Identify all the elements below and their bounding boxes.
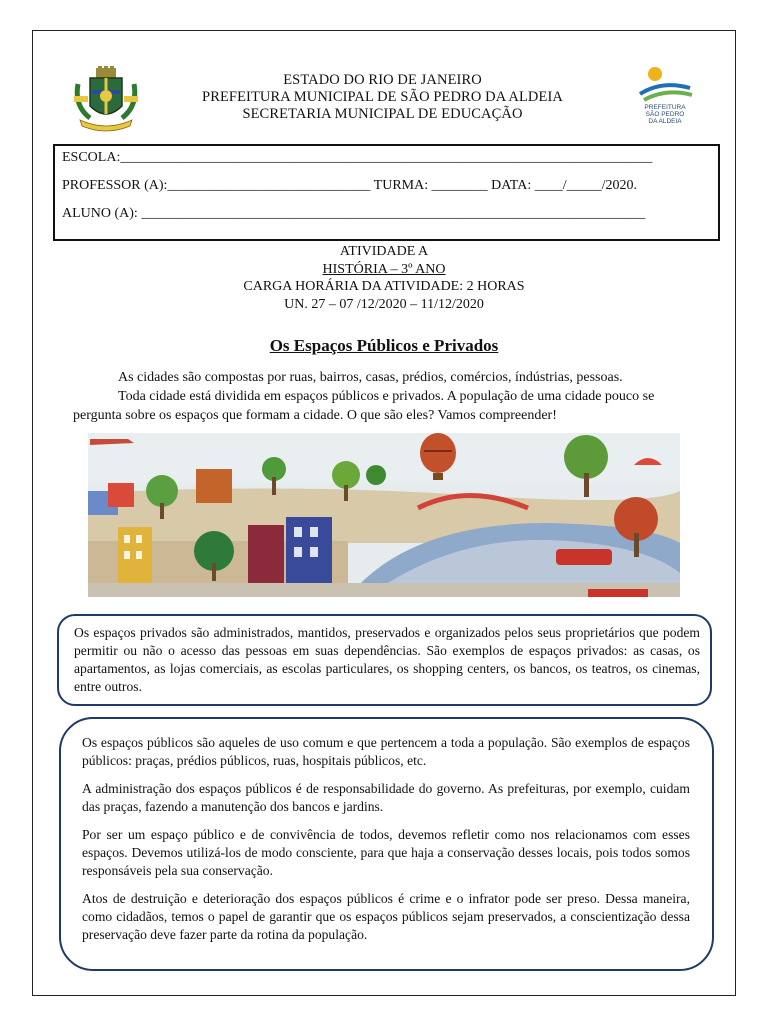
document-header xyxy=(160,72,605,123)
city-illustration xyxy=(88,433,680,597)
coat-of-arms-logo xyxy=(72,66,140,132)
teacher-class-date-field[interactable]: PROFESSOR (A):_____________________________ TURMA: ________ DATA: ____/_____/2020. xyxy=(62,178,637,193)
header-prefecture: PREFEITURA MUNICIPAL DE SÃO PEDRO DA ALDEIA xyxy=(202,89,563,105)
public-paragraph: Atos de destruição e deterioração dos espaços públicos é crime e o infrator pode ser preso. Dessa maneira, como cidadãos, temos o papel de garantir que os espaços públicos sejam preservados, a conscientização dessa preservação deve fazer parte da rotina da população. xyxy=(82,891,690,942)
subject-grade: HISTÓRIA – 3º ANO xyxy=(322,261,446,277)
school-field[interactable]: ESCOLA:____________________________________________________________________________ xyxy=(62,150,653,165)
header-state: ESTADO DO RIO DE JANEIRO xyxy=(283,72,482,88)
prefeitura-logo xyxy=(622,62,708,132)
intro-text xyxy=(73,368,699,425)
logo-text-line: DA ALDEIA xyxy=(648,118,682,125)
public-spaces-text xyxy=(82,734,690,954)
private-spaces-text: Os espaços privados são administrados, mantidos, preservados e organizados pelos seus proprietários que podem permitir ou não o acesso das pessoas em suas dependências. São exemplos de espaços privados: as casas, os apartamentos, as lojas comerciais, as escolas particulares, os shopping centers, os bancos, os teatros, os cinemas, entre outros. xyxy=(74,625,700,694)
public-paragraph: Por ser um espaço público e de convivência de todos, devemos refletir como nos relacionamos com esses espaços. Devemos utilizá-los de modo consciente, para que haja a conservação desses locais, pois todos somos responsáveis pela sua conservação. xyxy=(82,827,690,878)
public-paragraph: A administração dos espaços públicos é de responsabilidade do governo. As prefeituras, por exemplo, cuidam das praças, fazendo a manutenção dos bancos e jardins. xyxy=(82,781,690,814)
intro-paragraph: Toda cidade está dividida em espaços públicos e privados. A população de uma cidade pouco se pergunta sobre os espaços que formam a cidade. O que são eles? Vamos compreender! xyxy=(73,389,655,423)
intro-paragraph: As cidades são compostas por ruas, bairros, casas, prédios, comércios, índústrias, pessoas. xyxy=(118,370,623,385)
page-title: Os Espaços Públicos e Privados xyxy=(269,336,499,355)
prefeitura-logo-mark xyxy=(622,62,708,104)
workload: CARGA HORÁRIA DA ATIVIDADE: 2 HORAS xyxy=(243,279,525,294)
logo-text-line: SÃO PEDRO xyxy=(645,111,685,118)
public-paragraph: Os espaços públicos são aqueles de uso comum e que pertencem a toda a população. São exemplos de espaços públicos: praças, prédios públicos, ruas, hospitais públicos, etc. xyxy=(82,735,690,768)
logo-text-line: PREFEITURA xyxy=(644,104,686,111)
prefeitura-logo-text xyxy=(622,104,708,125)
student-name-field[interactable]: ALUNO (A): ________________________________________________________________________ xyxy=(62,206,646,221)
header-secretariat: SECRETARIA MUNICIPAL DE EDUCAÇÃO xyxy=(242,106,523,122)
activity-label: ATIVIDADE A xyxy=(339,244,429,259)
activity-info xyxy=(200,243,568,313)
unit-dates: UN. 27 – 07 /12/2020 – 11/12/2020 xyxy=(284,296,484,312)
